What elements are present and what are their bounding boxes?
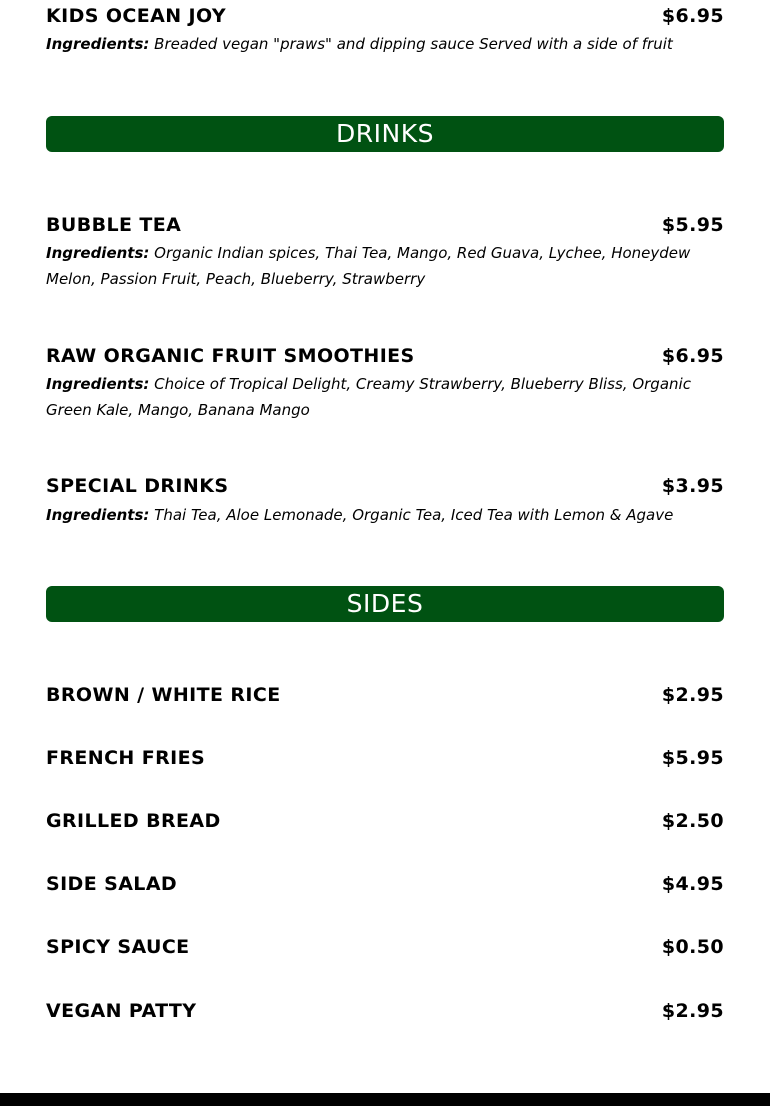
ingredients-text: Organic Indian spices, Thai Tea, Mango, Red Guava, Lychee, Honeydew Melon, Passion Fruit, Peach, Blueberry, Strawberry <box>46 244 691 288</box>
menu-item-ingredients-fruit-smoothies <box>46 371 724 423</box>
menu-item-ingredients-special-drinks <box>46 502 724 528</box>
menu-item-name-side-salad: SIDE SALAD <box>46 873 178 895</box>
menu-item-name-french-fries: FRENCH FRIES <box>46 747 206 769</box>
menu-item-ingredients-kids-ocean-joy <box>46 31 724 57</box>
menu-item-name-fruit-smoothies: RAW ORGANIC FRUIT SMOOTHIES <box>46 345 415 367</box>
menu-item-price-kids-ocean-joy: $6.95 <box>661 5 724 27</box>
ingredients-text: Thai Tea, Aloe Lemonade, Organic Tea, Iced Tea with Lemon & Agave <box>149 506 674 524</box>
menu-item-price-fruit-smoothies: $6.95 <box>661 345 724 367</box>
menu-item-ingredients-bubble-tea <box>46 240 724 292</box>
menu-item-price-spicy-sauce: $0.50 <box>661 936 724 958</box>
ingredients-label: Ingredients: <box>46 506 150 524</box>
ingredients-text: Breaded vegan "praws" and dipping sauce Served with a side of fruit <box>149 35 673 53</box>
menu-item-name-kids-ocean-joy: KIDS OCEAN JOY <box>46 5 227 27</box>
menu-item-price-vegan-patty: $2.95 <box>661 1000 724 1022</box>
menu-item-price-special-drinks: $3.95 <box>661 475 724 497</box>
section-header-sides: SIDES <box>46 586 724 622</box>
menu-item-name-vegan-patty: VEGAN PATTY <box>46 1000 197 1022</box>
menu-item-price-grilled-bread: $2.50 <box>661 810 724 832</box>
ingredients-text: Choice of Tropical Delight, Creamy Strawberry, Blueberry Bliss, Organic Green Kale, Mango, Banana Mango <box>46 375 691 419</box>
menu-item-price-side-salad: $4.95 <box>661 873 724 895</box>
footer-bar <box>0 1093 770 1106</box>
menu-item-price-rice: $2.95 <box>661 684 724 706</box>
ingredients-label: Ingredients: <box>46 35 150 53</box>
section-header-drinks: DRINKS <box>46 116 724 152</box>
menu-item-price-french-fries: $5.95 <box>661 747 724 769</box>
menu-item-name-spicy-sauce: SPICY SAUCE <box>46 936 190 958</box>
menu-item-name-rice: BROWN / WHITE RICE <box>46 684 281 706</box>
menu-item-name-bubble-tea: BUBBLE TEA <box>46 214 182 236</box>
menu-item-name-special-drinks: SPECIAL DRINKS <box>46 475 229 497</box>
ingredients-label: Ingredients: <box>46 244 150 262</box>
menu-item-price-bubble-tea: $5.95 <box>661 214 724 236</box>
menu-item-name-grilled-bread: GRILLED BREAD <box>46 810 221 832</box>
ingredients-label: Ingredients: <box>46 375 150 393</box>
